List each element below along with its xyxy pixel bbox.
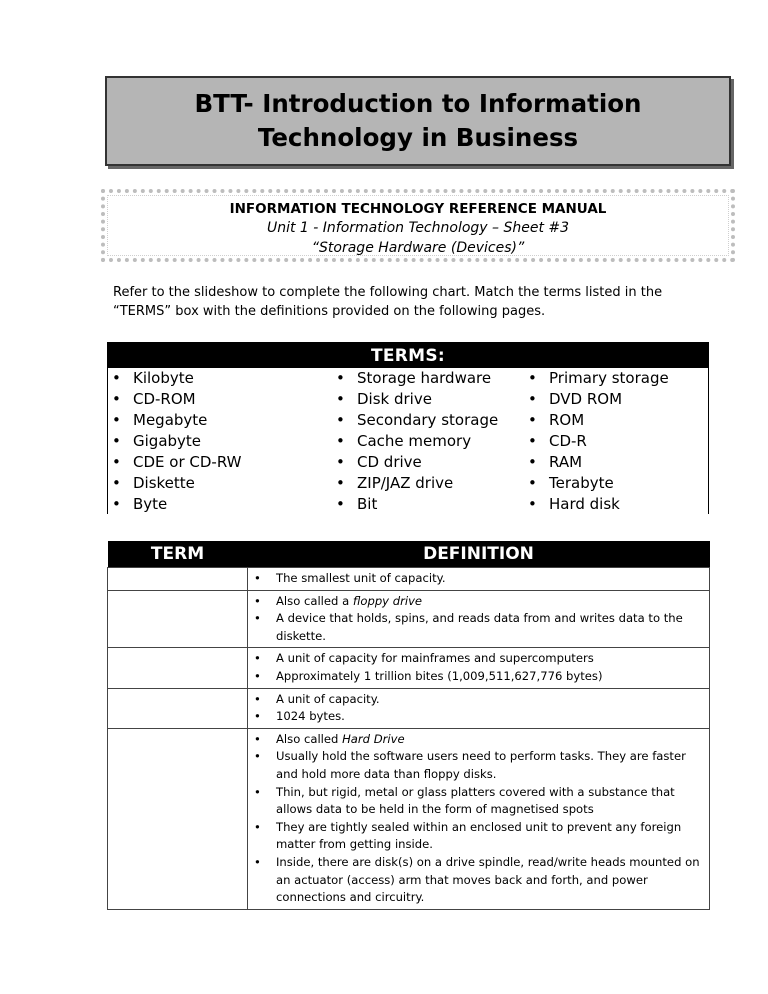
definition-bullet: • A unit of capacity for mainframes and supercomputers (254, 650, 703, 668)
unit-line: Unit 1 - Information Technology – Sheet #3 (266, 220, 570, 236)
definition-bullet: • Also called a floppy drive (254, 593, 703, 611)
definition-bullet: • They are tightly sealed within an enclosed unit to prevent any foreign matter from getting inside. (254, 819, 703, 854)
term-item: • Hard disk (528, 495, 620, 513)
definition-bullet: • Thin, but rigid, metal or glass platters covered with a substance that allows data to be held in the form of magnetised spots (254, 784, 703, 819)
table-row (108, 568, 710, 591)
definition-bullet: • Inside, there are disk(s) on a drive spindle, read/write heads mounted on an actuator (access) arm that moves back and forth, and power connections and circuitry. (254, 854, 703, 907)
definition-column-header: DEFINITION (248, 541, 710, 568)
term-item: • ZIP/JAZ drive (336, 474, 454, 492)
term-item: • Megabyte (112, 411, 208, 429)
terms-box (107, 368, 709, 514)
definition-cell (248, 648, 710, 688)
term-item: • Primary storage (528, 369, 669, 387)
term-column-header: TERM (108, 541, 248, 568)
term-answer-cell[interactable] (108, 688, 248, 728)
term-item: • Gigabyte (112, 432, 202, 450)
terms-column-3 (524, 368, 669, 515)
definition-cell (248, 728, 710, 909)
definition-cell (248, 688, 710, 728)
definition-bullet: • 1024 bytes. (254, 708, 703, 726)
definition-cell (248, 590, 710, 648)
definition-bullet: • A device that holds, spins, and reads data from and writes data to the diskette. (254, 610, 703, 645)
term-item: • Kilobyte (112, 369, 194, 387)
definition-bullet: • Also called Hard Drive (254, 731, 703, 749)
term-item: • Disk drive (336, 390, 432, 408)
term-item: • Byte (112, 495, 168, 513)
terms-column-1 (108, 368, 241, 515)
definitions-table (107, 541, 710, 910)
term-item: • DVD ROM (528, 390, 623, 408)
table-row (108, 648, 710, 688)
table-row (108, 688, 710, 728)
term-item: • CDE or CD-RW (112, 453, 242, 471)
term-item: • CD-R (528, 432, 587, 450)
term-item: • Diskette (112, 474, 195, 492)
topic-line: “Storage Hardware (Devices)” (311, 240, 525, 256)
definition-bullet: • Approximately 1 trillion bites (1,009,511,627,776 bytes) (254, 668, 703, 686)
definition-bullet: • Usually hold the software users need to perform tasks. They are faster and hold more data than floppy disks. (254, 748, 703, 783)
term-item: • CD-ROM (112, 390, 196, 408)
term-answer-cell[interactable] (108, 568, 248, 591)
term-item: • Terabyte (528, 474, 614, 492)
manual-header-box (101, 189, 735, 262)
terms-header: TERMS: (107, 342, 709, 368)
document-title: BTT- Introduction to Information Technology in Business (194, 89, 642, 152)
term-item: • Cache memory (336, 432, 472, 450)
instructions-text: Refer to the slideshow to complete the following chart. Match the terms listed in the “TERMS” box with the definitions provided on the following pages. (113, 285, 663, 319)
definition-bullet: • A unit of capacity. (254, 691, 703, 709)
terms-column-2 (332, 368, 498, 515)
definition-bullet: • The smallest unit of capacity. (254, 570, 703, 588)
table-row (108, 590, 710, 648)
table-row (108, 728, 710, 909)
term-item: • ROM (528, 411, 585, 429)
definition-cell (248, 568, 710, 591)
term-item: • CD drive (336, 453, 422, 471)
term-answer-cell[interactable] (108, 590, 248, 648)
manual-heading: INFORMATION TECHNOLOGY REFERENCE MANUAL (229, 201, 607, 217)
term-answer-cell[interactable] (108, 648, 248, 688)
term-answer-cell[interactable] (108, 728, 248, 909)
title-box (105, 76, 731, 166)
term-item: • Storage hardware (336, 369, 492, 387)
term-item: • Bit (336, 495, 378, 513)
term-item: • Secondary storage (336, 411, 499, 429)
term-item: • RAM (528, 453, 583, 471)
